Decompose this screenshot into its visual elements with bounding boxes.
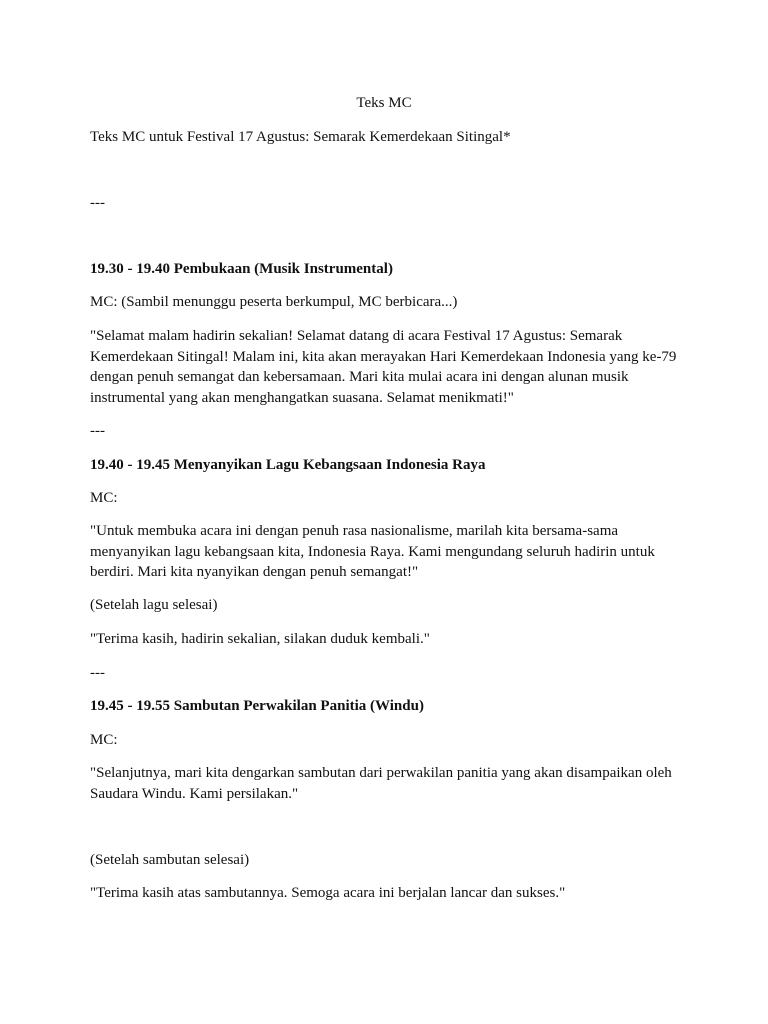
mc-closing: "Terima kasih atas sambutannya. Semoga acara ini berjalan lancar dan sukses." bbox=[90, 885, 566, 901]
mc-line: MC: (Sambil menunggu peserta berkumpul, MC berbicara...) bbox=[90, 294, 458, 310]
mc-speech: "Untuk membuka acara ini dengan penuh rasa nasionalisme, marilah kita bersama-sama menyanyikan lagu kebangsaan kita, Indonesia Raya. Kami mengundang seluruh hadirin untuk berdiri. Mari kita nyanyikan dengan penuh semangat!" bbox=[90, 523, 655, 580]
section-heading-pembukaan: 19.30 - 19.40 Pembukaan (Musik Instrumental) bbox=[90, 261, 393, 277]
document-title: Teks MC bbox=[356, 95, 412, 111]
stage-note: (Setelah sambutan selesai) bbox=[90, 852, 250, 868]
stage-note: (Setelah lagu selesai) bbox=[90, 597, 218, 613]
separator: --- bbox=[90, 195, 105, 211]
mc-line: MC: bbox=[90, 490, 118, 506]
mc-speech: "Selanjutnya, mari kita dengarkan sambutan dari perwakilan panitia yang akan disampaikan oleh Saudara Windu. Kami persilakan." bbox=[90, 765, 672, 802]
document-subtitle: Teks MC untuk Festival 17 Agustus: Semarak Kemerdekaan Sitingal* bbox=[90, 129, 511, 145]
mc-speech: "Selamat malam hadirin sekalian! Selamat datang di acara Festival 17 Agustus: Semarak Kemerdekaan Sitingal! Malam ini, kita akan merayakan Hari Kemerdekaan Indonesia yang ke-79 dengan penuh semangat dan kebersamaan. Mari kita mulai acara ini dengan alunan musik instrumental yang akan menghangatkan suasana. Selamat menikmati!" bbox=[90, 328, 677, 406]
mc-line: MC: bbox=[90, 732, 118, 748]
separator: --- bbox=[90, 665, 105, 681]
section-heading-sambutan: 19.45 - 19.55 Sambutan Perwakilan Panitia (Windu) bbox=[90, 698, 424, 714]
separator: --- bbox=[90, 423, 105, 439]
section-heading-indonesia-raya: 19.40 - 19.45 Menyanyikan Lagu Kebangsaan Indonesia Raya bbox=[90, 457, 486, 473]
mc-closing: "Terima kasih, hadirin sekalian, silakan duduk kembali." bbox=[90, 631, 430, 647]
